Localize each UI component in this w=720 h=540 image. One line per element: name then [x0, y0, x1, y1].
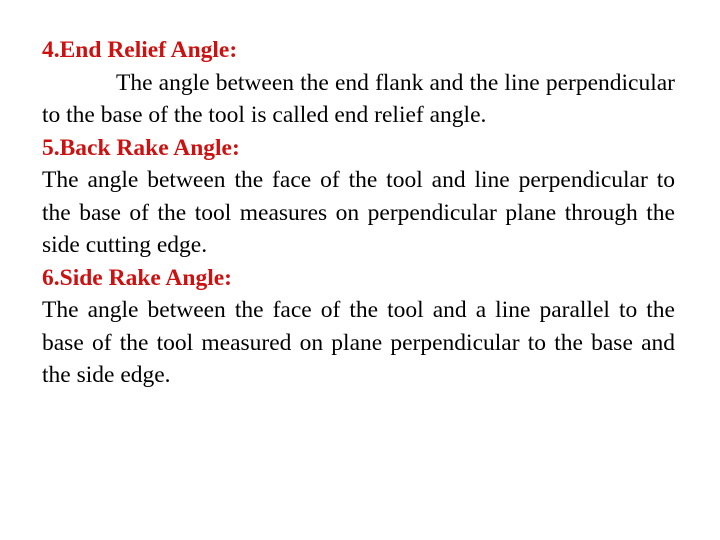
- heading-back-rake-angle: 5.Back Rake Angle:: [42, 134, 240, 161]
- section-end-relief-angle: [42, 34, 675, 132]
- slide-content: [42, 34, 675, 392]
- definition-back-rake-angle: The angle between the face of the tool and line perpendicular to the base of the tool measures on perpendicular plane through the side cutting edge.: [42, 167, 675, 258]
- section-side-rake-angle: [42, 262, 675, 392]
- section-back-rake-angle: [42, 132, 675, 262]
- heading-end-relief-angle: 4.End Relief Angle:: [42, 37, 238, 63]
- definition-end-relief-angle: The angle between the end flank and the line perpendicular to the base of the tool is called end relief angle.: [42, 69, 675, 128]
- heading-side-rake-angle: 6.Side Rake Angle:: [42, 264, 232, 291]
- definition-side-rake-angle: The angle between the face of the tool and a line parallel to the base of the tool measured on plane perpendicular to the base and the side edge.: [42, 297, 675, 388]
